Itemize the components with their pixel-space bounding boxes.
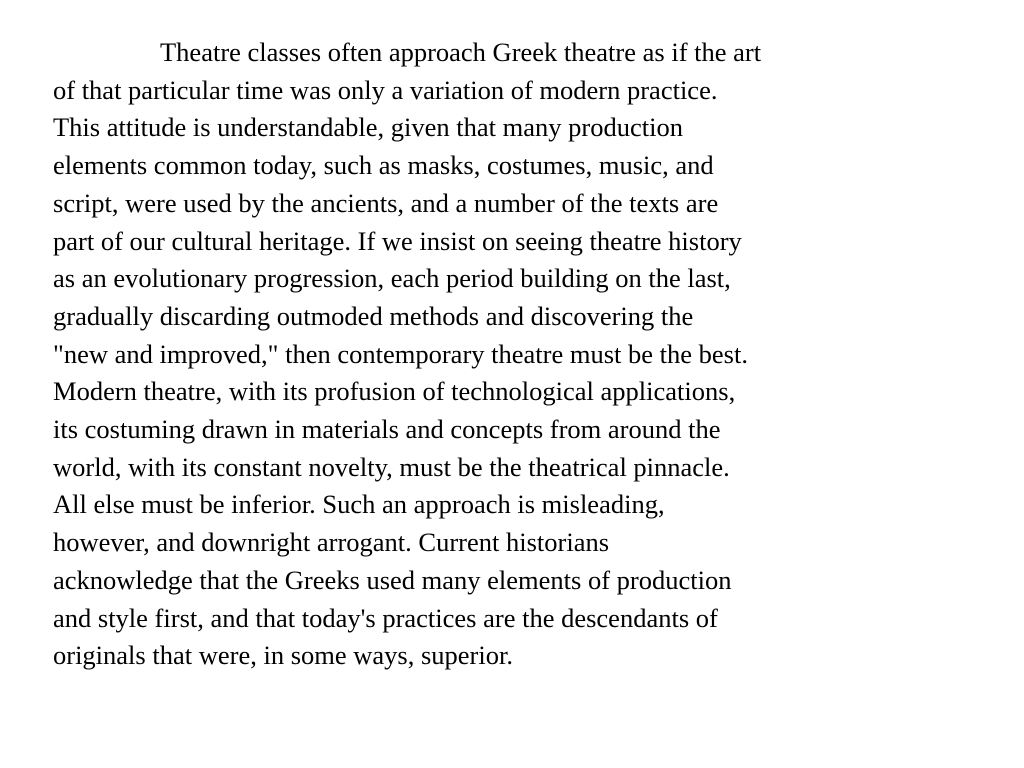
paragraph-line: elements common today, such as masks, costumes, music, and (53, 150, 714, 181)
paragraph-line: "new and improved," then contemporary theatre must be the best. (53, 338, 748, 369)
paragraph-line: part of our cultural heritage. If we insist on seeing theatre history (53, 225, 742, 256)
paragraph-line: Modern theatre, with its profusion of technological applications, (53, 376, 736, 407)
paragraph-line: however, and downright arrogant. Current historians (53, 527, 610, 558)
paragraph-line: as an evolutionary progression, each period building on the last, (53, 263, 731, 294)
paragraph-line: Theatre classes often approach Greek theatre as if the art (160, 37, 762, 67)
paragraph-line: world, with its constant novelty, must be the theatrical pinnacle. (53, 451, 730, 482)
paragraph-line: and style first, and that today's practices are the descendants of (53, 602, 718, 633)
paragraph-line: This attitude is understandable, given that many production (53, 112, 683, 143)
paragraph-line: acknowledge that the Greeks used many elements of production (53, 564, 732, 595)
paragraph-line: its costuming drawn in materials and concepts from around the (53, 414, 721, 445)
paragraph-line: script, were used by the ancients, and a number of the texts are (53, 187, 719, 218)
paragraph-line: originals that were, in some ways, superior. (53, 640, 513, 671)
paragraph-line: gradually discarding outmoded methods and discovering the (53, 300, 694, 331)
paragraph-line: All else must be inferior. Such an approach is misleading, (53, 489, 665, 520)
body-paragraph (53, 34, 983, 675)
paragraph-line: of that particular time was only a variation of modern practice. (53, 74, 718, 105)
